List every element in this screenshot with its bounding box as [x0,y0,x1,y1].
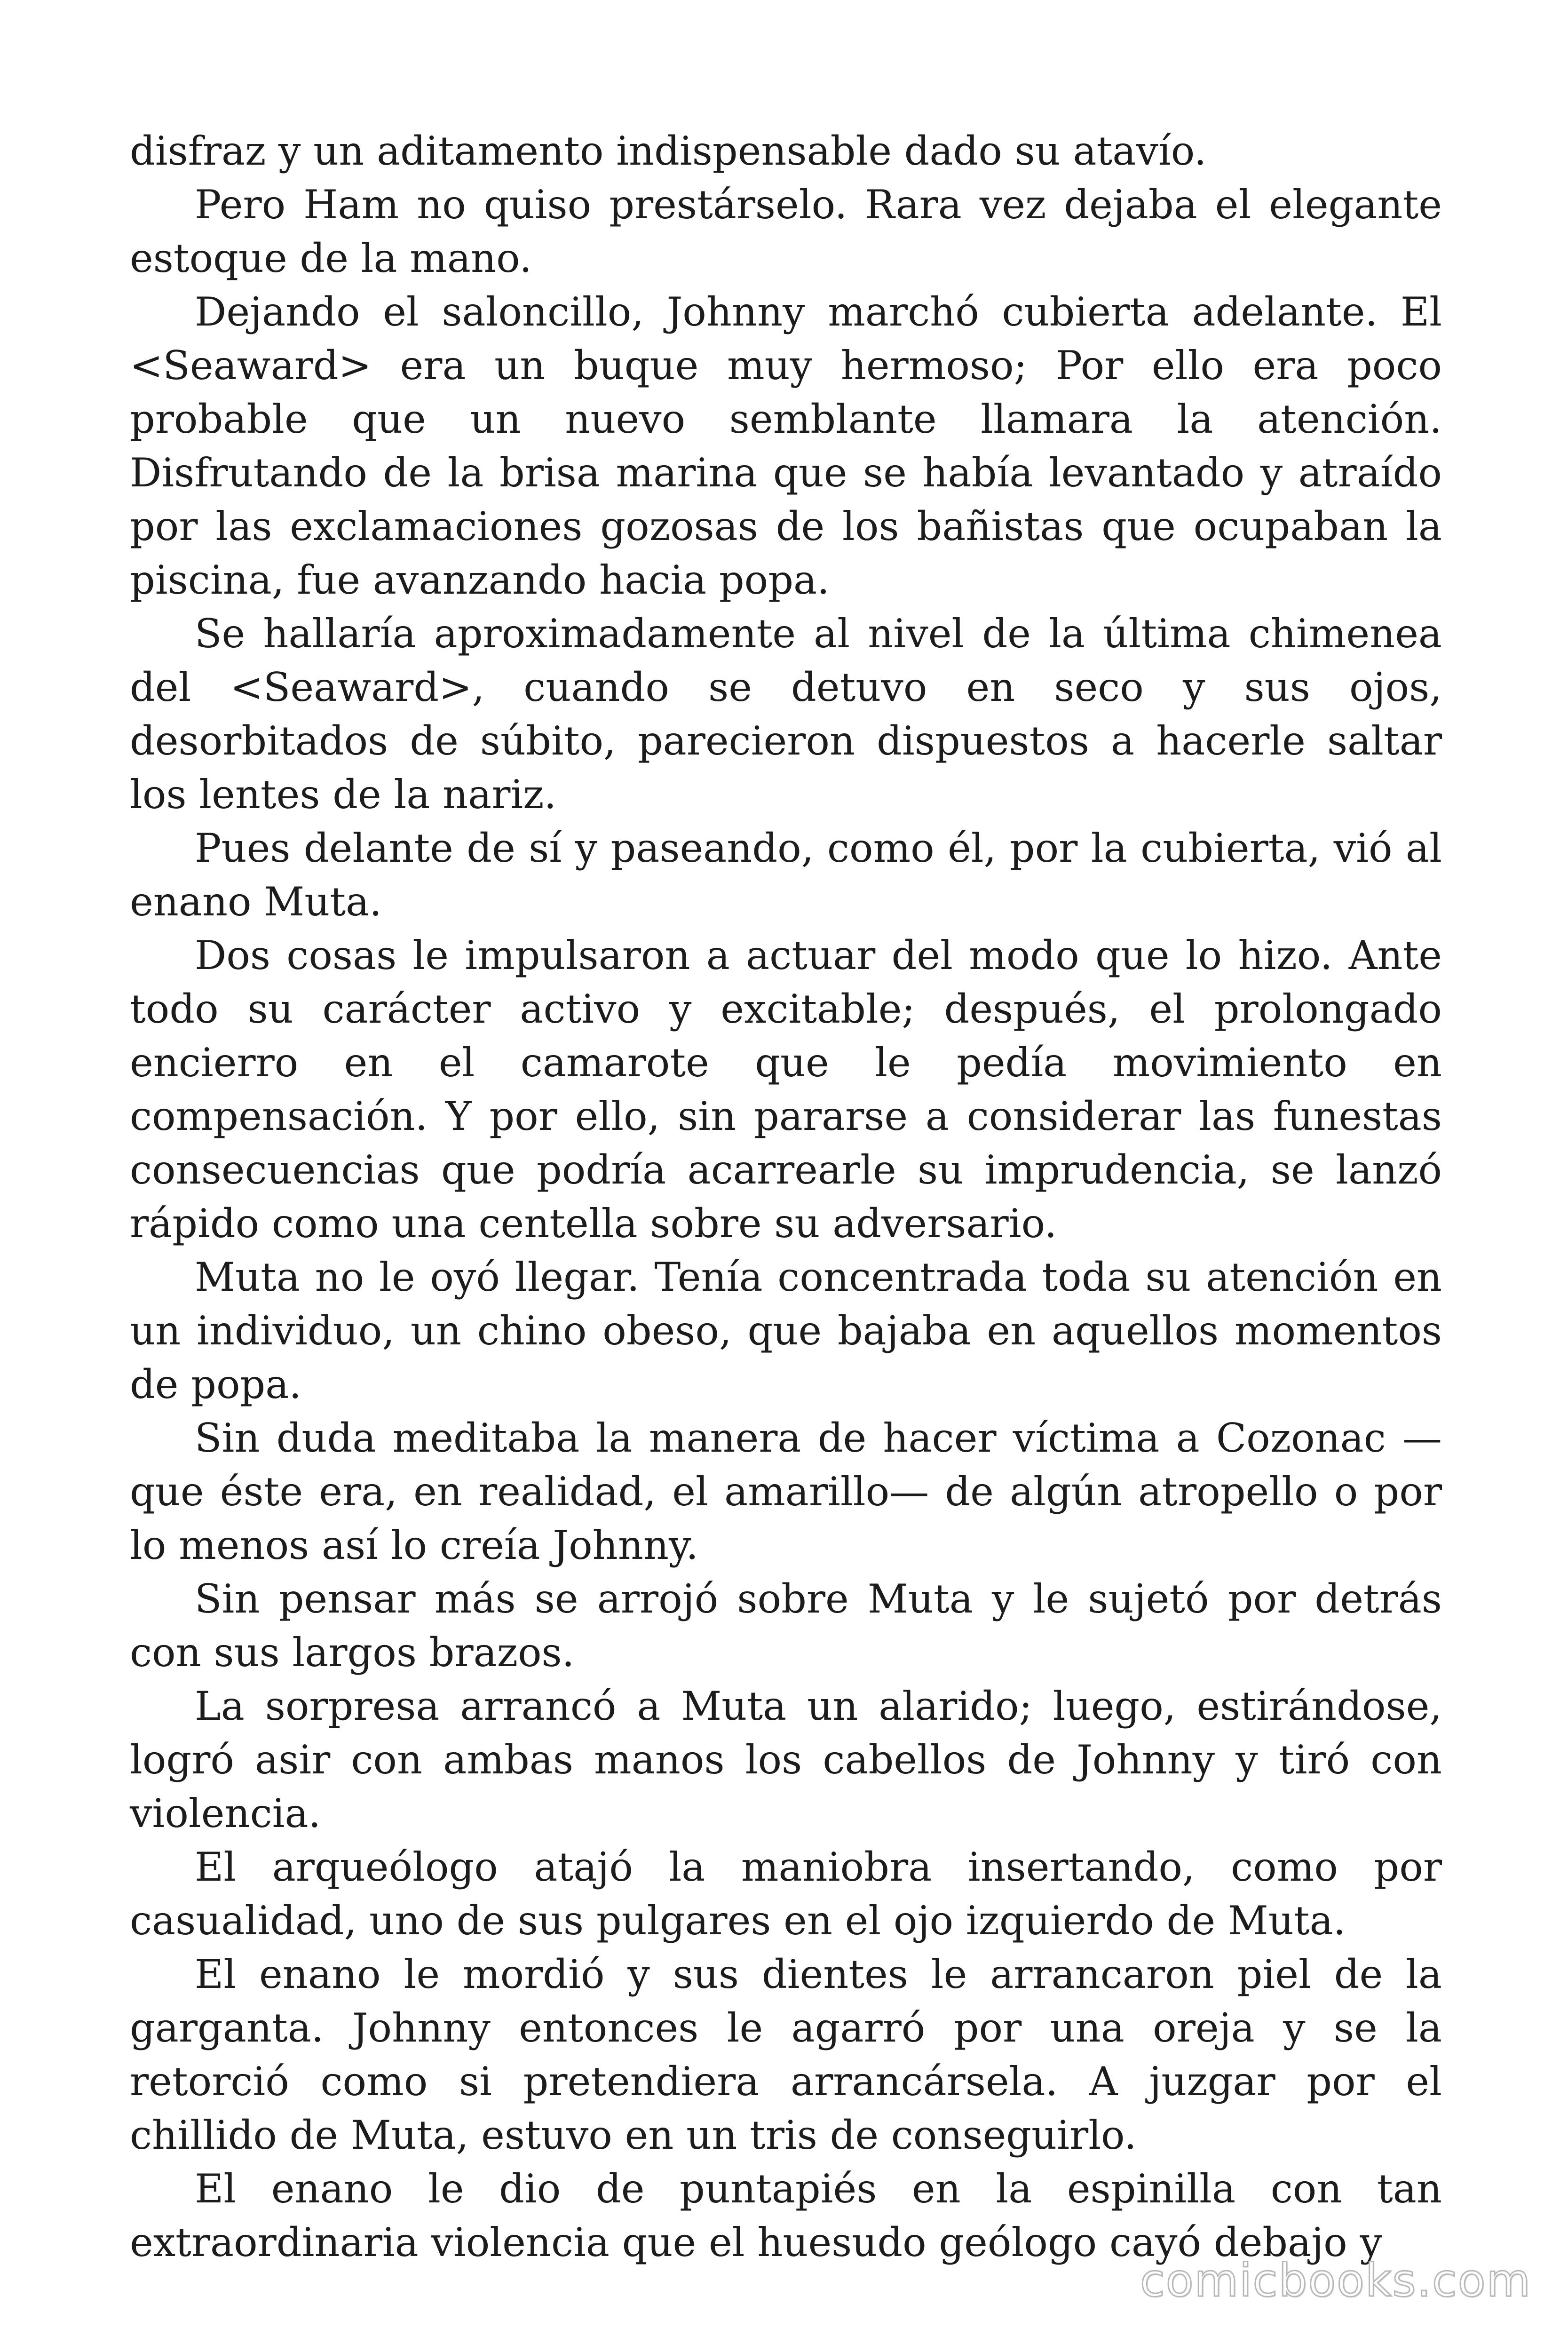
watermark: comicbooks.com [1140,2254,1531,2307]
paragraph: Dejando el saloncillo, Johnny marchó cubierta adelante. El <Seaward> era un buque muy hermoso; Por ello era poco probable que un nuevo semblante llamara la atención. Disfrutando de la brisa marina que se había levantado y atraído por las exclamaciones gozosas de los bañistas que ocupaban la piscina, fue avanzando hacia popa. [130,289,1442,603]
paragraph: Sin pensar más se arrojó sobre Muta y le sujetó por detrás con sus largos brazos. [130,1576,1442,1676]
text-column [130,124,1442,2269]
paragraph: Dos cosas le impulsaron a actuar del modo que lo hizo. Ante todo su carácter activo y excitable; después, el prolongado encierro en el camarote que le pedía movimiento en compensación. Y por ello, sin pararse a considerar las funestas consecuencias que podría acarrearle su imprudencia, se lanzó rápido como una centella sobre su adversario. [130,932,1442,1247]
paragraph: Pero Ham no quiso prestárselo. Rara vez dejaba el elegante estoque de la mano. [130,182,1442,281]
paragraph-continuation: disfraz y un aditamento indispensable dado su atavío. [130,128,1207,174]
paragraph: El enano le mordió y sus dientes le arrancaron piel de la garganta. Johnny entonces le agarró por una oreja y se la retorció como si pretendiera arrancársela. A juzgar por el chillido de Muta, estuvo en un tris de conseguirlo. [130,1951,1442,2158]
paragraph: Se hallaría aproximadamente al nivel de la última chimenea del <Seaward>, cuando se detuvo en seco y sus ojos, desorbitados de súbito, parecieron dispuestos a hacerle saltar los lentes de la nariz. [130,611,1442,818]
paragraph: Sin duda meditaba la manera de hacer víctima a Cozonac —que éste era, en realidad, el amarillo— de algún atropello o por lo menos así lo creía Johnny. [130,1415,1442,1568]
paragraph: Muta no le oyó llegar. Tenía concentrada toda su atención en un individuo, un chino obeso, que bajaba en aquellos momentos de popa. [130,1254,1442,1407]
paragraph: Pues delante de sí y paseando, como él, por la cubierta, vió al enano Muta. [130,825,1442,925]
paragraph: El enano le dio de puntapiés en la espinilla con tan extraordinaria violencia que el huesudo geólogo cayó debajo y [130,2166,1442,2265]
paragraph: La sorpresa arrancó a Muta un alarido; luego, estirándose, logró asir con ambas manos los cabellos de Johnny y tiró con violencia. [130,1683,1442,1836]
paragraph: El arqueólogo atajó la maniobra insertando, como por casualidad, uno de sus pulgares en el ojo izquierdo de Muta. [130,1844,1442,1944]
